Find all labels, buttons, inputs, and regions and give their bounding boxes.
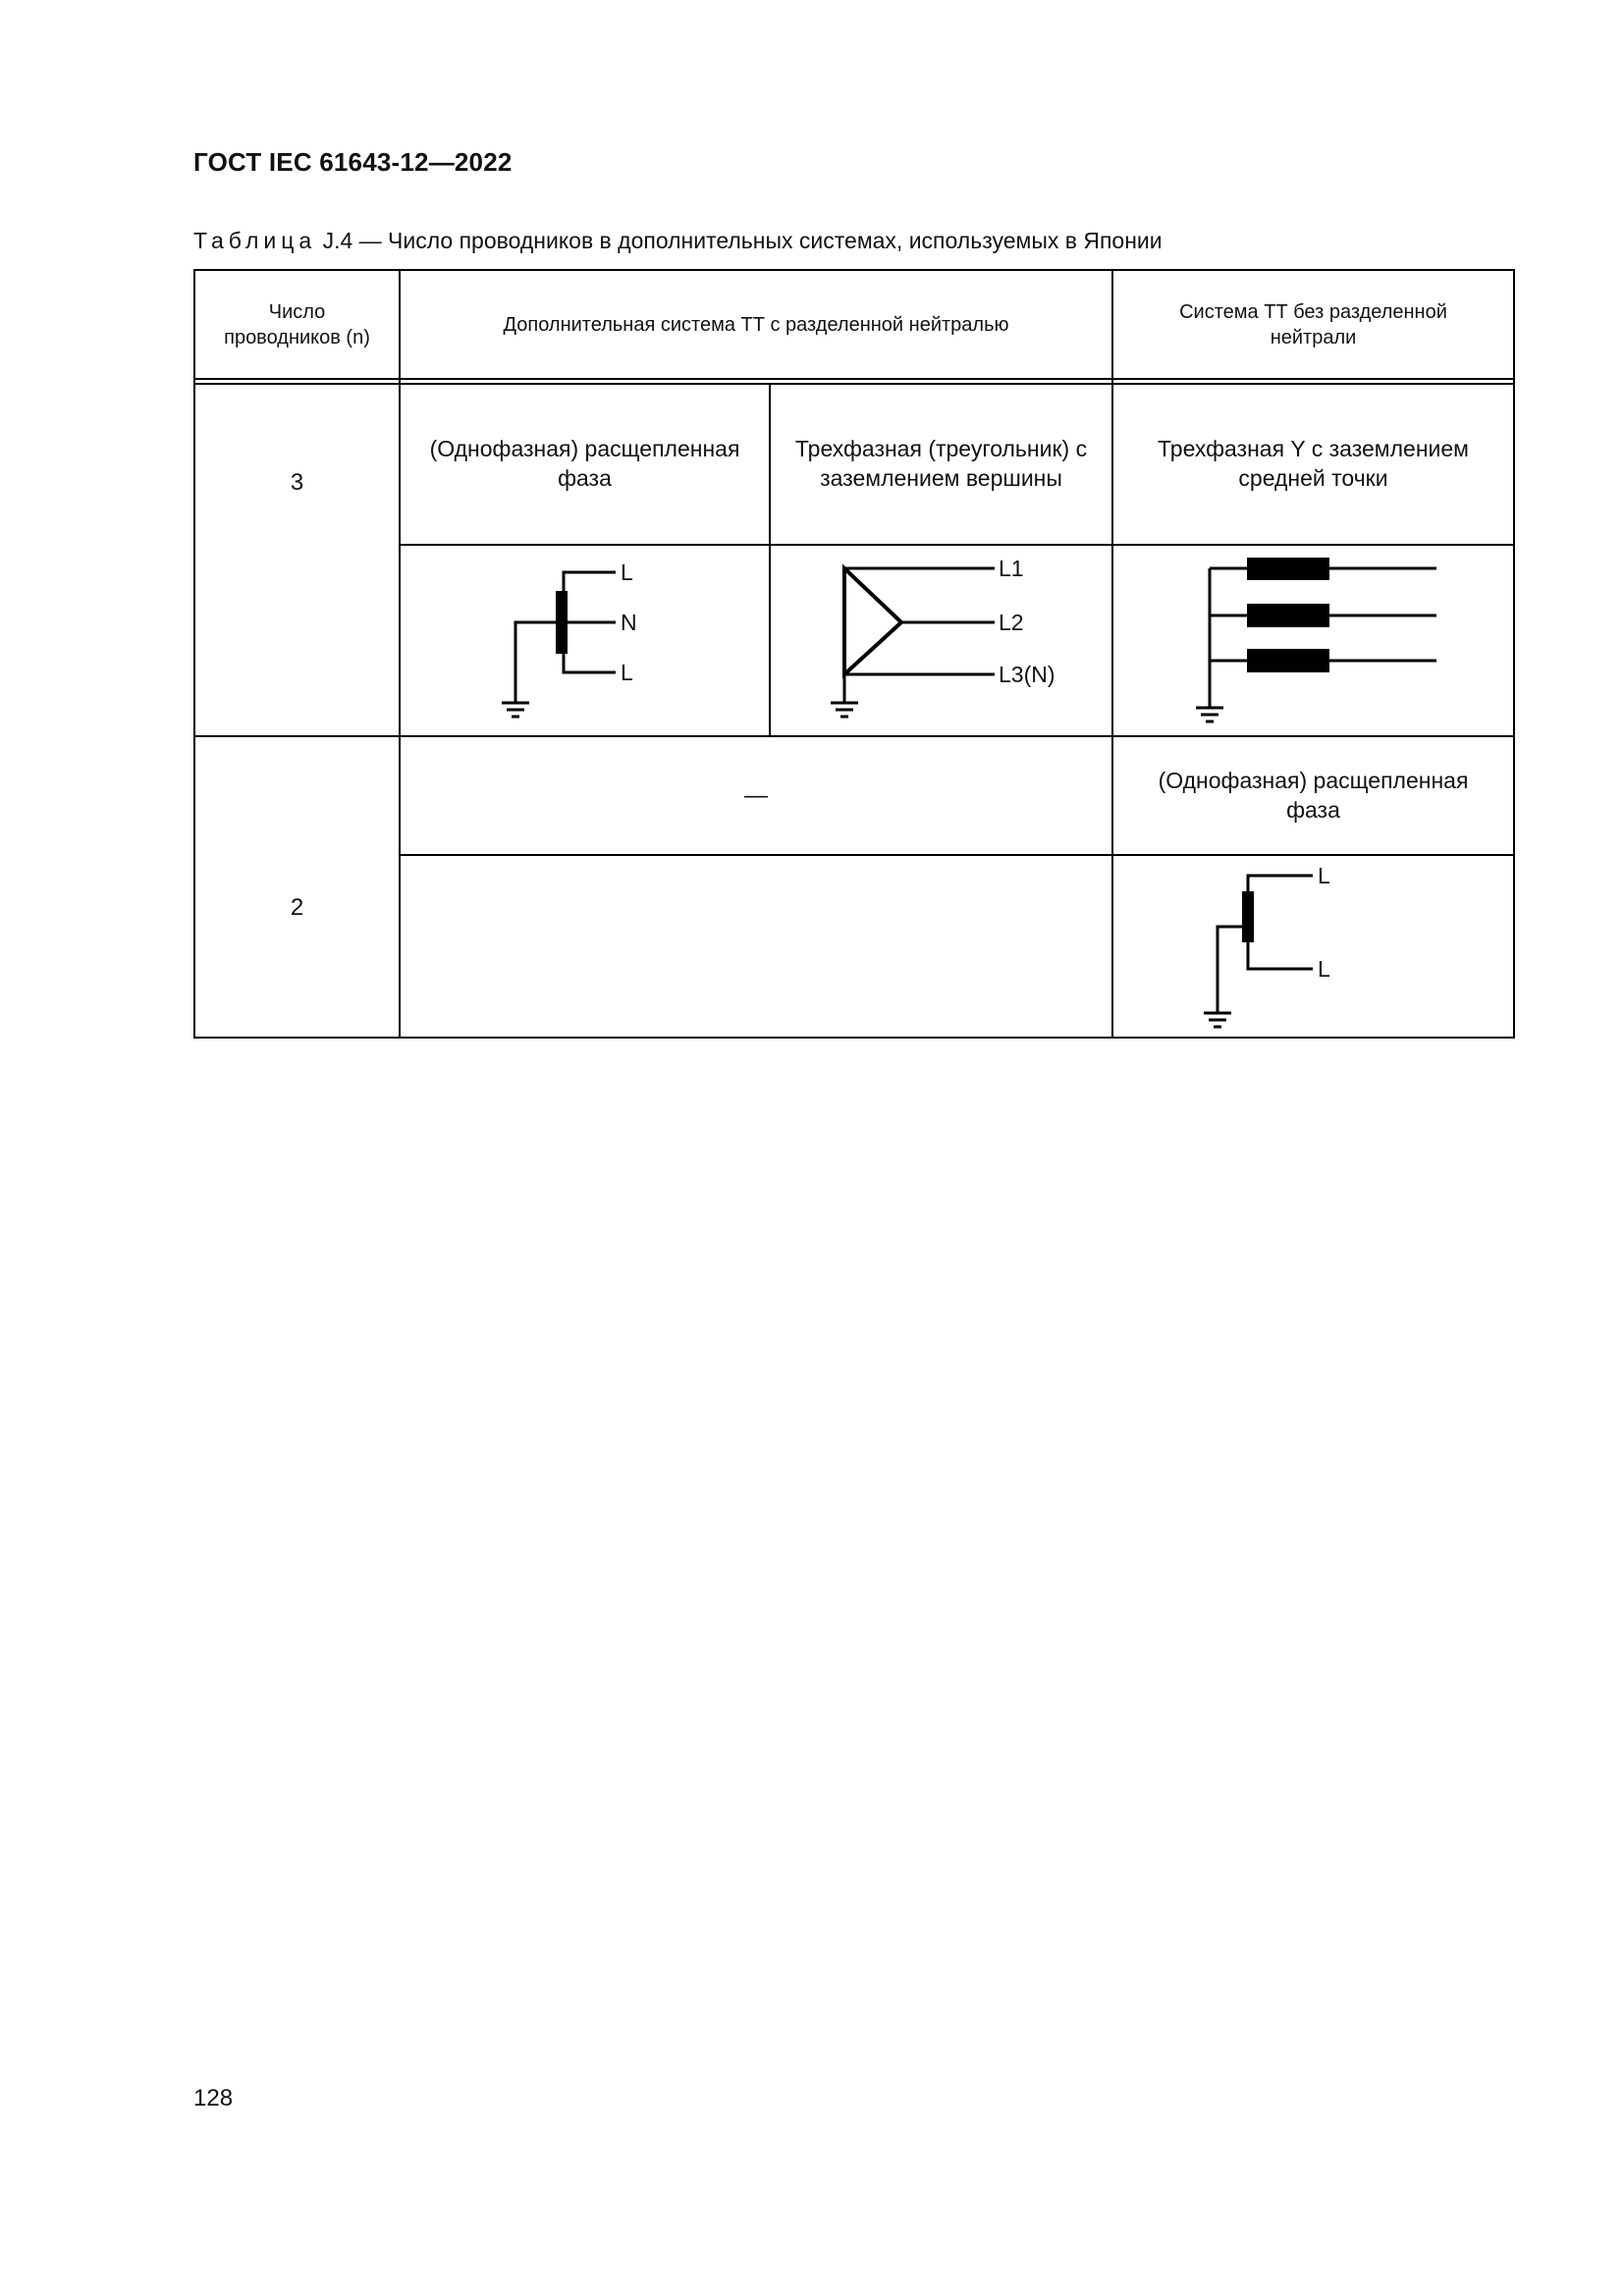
two-wire-split-phase-diagram <box>1113 856 1513 1037</box>
row3-conductor-count: 3 <box>290 469 304 497</box>
row2-conductor-count: 2 <box>290 893 304 921</box>
split-phase-diagram <box>401 546 769 735</box>
row3-single-phase-split-title: (Однофазная) расщепленная фаза <box>429 436 740 491</box>
caption-text: J.4 — Число проводников в дополнительных системах, используемых в Японии <box>316 228 1163 253</box>
row3-three-phase-y-title: Трехфазная Y с заземлением средней точки <box>1158 436 1469 491</box>
row3-three-phase-delta-title: Трехфазная (треугольник) с заземлением вершины <box>794 436 1088 491</box>
split-phase-label-l1: L <box>621 560 633 585</box>
row2-single-phase-split-title: (Однофазная) расщепленная фаза <box>1158 767 1469 823</box>
header-divider-a <box>193 378 1515 380</box>
split-phase-label-n: N <box>621 610 637 635</box>
header-tt-split-neutral: Дополнительная система ТТ с разделенной нейтралью <box>503 313 1009 336</box>
delta-label-l3n: L3(N) <box>999 662 1056 687</box>
table-border-bottom <box>193 1037 1515 1039</box>
caption-word: Таблица <box>193 228 317 253</box>
header-conductor-count: Число проводников (n) <box>224 300 370 348</box>
row2-not-applicable-dash: — <box>744 781 768 809</box>
delta-label-l1: L1 <box>999 556 1024 581</box>
document-header: ГОСТ IEC 61643-12—2022 <box>193 147 513 177</box>
table-caption <box>193 228 1163 254</box>
delta-diagram <box>771 546 1111 735</box>
header-tt-no-split-neutral: Система ТТ без разделенной нейтрали <box>1179 300 1447 348</box>
two-wire-label-l1: L <box>1318 863 1330 888</box>
split-phase-label-l2: L <box>621 660 633 685</box>
y-midpoint-diagram <box>1113 546 1513 735</box>
conductor-table <box>193 269 1515 1039</box>
page-number: 128 <box>193 2085 234 2111</box>
delta-label-l2: L2 <box>999 610 1024 635</box>
two-wire-label-l2: L <box>1318 956 1330 982</box>
